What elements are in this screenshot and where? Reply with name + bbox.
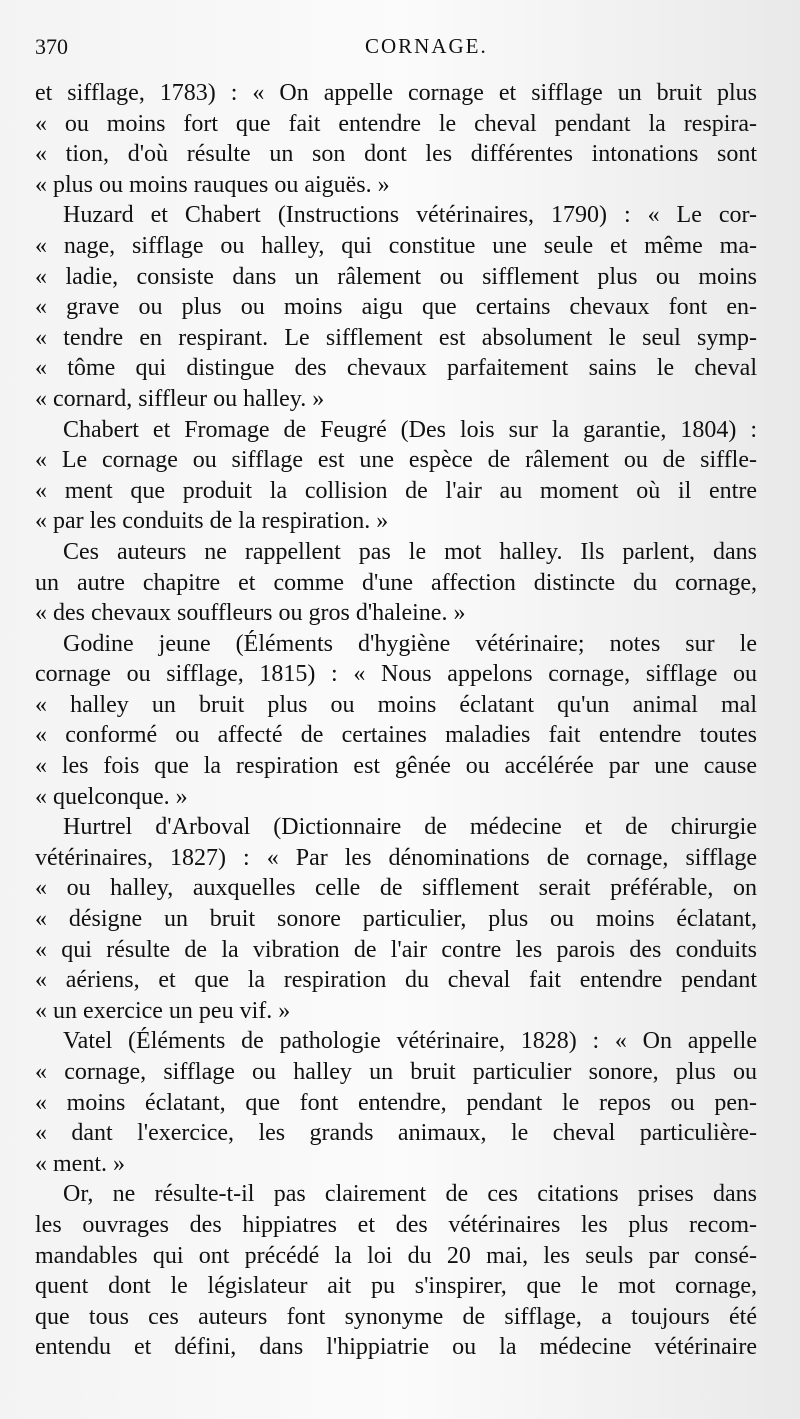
text-line: « grave ou plus ou moins aigu que certains chevaux font en-	[35, 294, 757, 321]
text-line: « des chevaux souffleurs ou gros d'haleine. »	[35, 600, 466, 627]
text-line: « halley un bruit plus ou moins éclatant qu'un animal mal	[35, 691, 757, 718]
text-line: « un exercice un peu vif. »	[35, 997, 291, 1024]
text-line: cornage ou sifflage, 1815) : « Nous appelons cornage, sifflage ou	[35, 661, 757, 688]
text-line: « ment. »	[35, 1150, 125, 1177]
text-line: « tendre en respirant. Le sifflement est absolument le seul symp-	[35, 324, 757, 351]
text-line: « qui résulte de la vibration de l'air contre les parois des conduits	[35, 936, 757, 963]
text-line: les ouvrages des hippiatres et des vétérinaires les plus recom-	[35, 1211, 757, 1238]
text-line: « ment que produit la collision de l'air au moment où il entre	[35, 477, 757, 504]
text-line: vétérinaires, 1827) : « Par les dénominations de cornage, sifflage	[35, 844, 757, 871]
text-line: « Le cornage ou sifflage est une espèce de râlement ou de siffle-	[35, 447, 757, 474]
text-line: Or, ne résulte-t-il pas clairement de ces citations prises dans	[63, 1181, 757, 1208]
text-line: « tôme qui distingue des chevaux parfaitement sains le cheval	[35, 355, 757, 382]
text-line: « les fois que la respiration est gênée ou accélérée par une cause	[35, 753, 757, 780]
page-header	[35, 34, 755, 64]
text-line: Hurtrel d'Arboval (Dictionnaire de médecine et de chirurgie	[63, 814, 757, 841]
text-line: « plus ou moins rauques ou aiguës. »	[35, 171, 390, 198]
text-line: « dant l'exercice, les grands animaux, le cheval particulière-	[35, 1120, 757, 1147]
text-line: « désigne un bruit sonore particulier, plus ou moins éclatant,	[35, 906, 757, 933]
text-line: Godine jeune (Éléments d'hygiène vétérinaire; notes sur le	[63, 630, 757, 657]
text-line: entendu et défini, dans l'hippiatrie ou la médecine vétérinaire	[35, 1334, 757, 1361]
text-line: Huzard et Chabert (Instructions vétérinaires, 1790) : « Le cor-	[63, 202, 757, 229]
text-line: Chabert et Fromage de Feugré (Des lois sur la garantie, 1804) :	[63, 416, 757, 443]
text-line: Ces auteurs ne rappellent pas le mot halley. Ils parlent, dans	[63, 538, 757, 565]
text-line: mandables qui ont précédé la loi du 20 mai, les seuls par consé-	[35, 1242, 757, 1269]
text-line: Vatel (Éléments de pathologie vétérinaire, 1828) : « On appelle	[63, 1028, 757, 1055]
text-line: quent dont le législateur ait pu s'inspirer, que le mot cornage,	[35, 1273, 757, 1300]
text-line: « ladie, consiste dans un râlement ou sifflement plus ou moins	[35, 263, 757, 290]
text-line: « par les conduits de la respiration. »	[35, 508, 389, 535]
text-line: « aériens, et que la respiration du cheval fait entendre pendant	[35, 967, 757, 994]
text-line: « moins éclatant, que font entendre, pendant le repos ou pen-	[35, 1089, 757, 1116]
text-line: que tous ces auteurs font synonyme de sifflage, a toujours été	[35, 1303, 757, 1330]
text-line: et sifflage, 1783) : « On appelle cornage et sifflage un bruit plus	[35, 80, 757, 106]
running-title: CORNAGE.	[365, 34, 488, 58]
text-line: « cornage, sifflage ou halley un bruit particulier sonore, plus ou	[35, 1059, 757, 1085]
text-line: « ou halley, auxquelles celle de sifflement serait préférable, on	[35, 875, 757, 902]
text-line: « conformé ou affecté de certaines maladies fait entendre toutes	[35, 722, 757, 749]
text-line: « tion, d'où résulte un son dont les différentes intonations sont	[35, 141, 757, 168]
text-line: un autre chapitre et comme d'une affection distincte du cornage,	[35, 569, 757, 596]
text-line: « ou moins fort que fait entendre le cheval pendant la respira-	[35, 110, 757, 137]
text-line: « cornard, siffleur ou halley. »	[35, 385, 325, 412]
body-text	[35, 78, 757, 1363]
text-line: « quelconque. »	[35, 783, 188, 810]
text-line: « nage, sifflage ou halley, qui constitue une seule et même ma-	[35, 232, 757, 259]
page-number: 370	[35, 34, 68, 59]
